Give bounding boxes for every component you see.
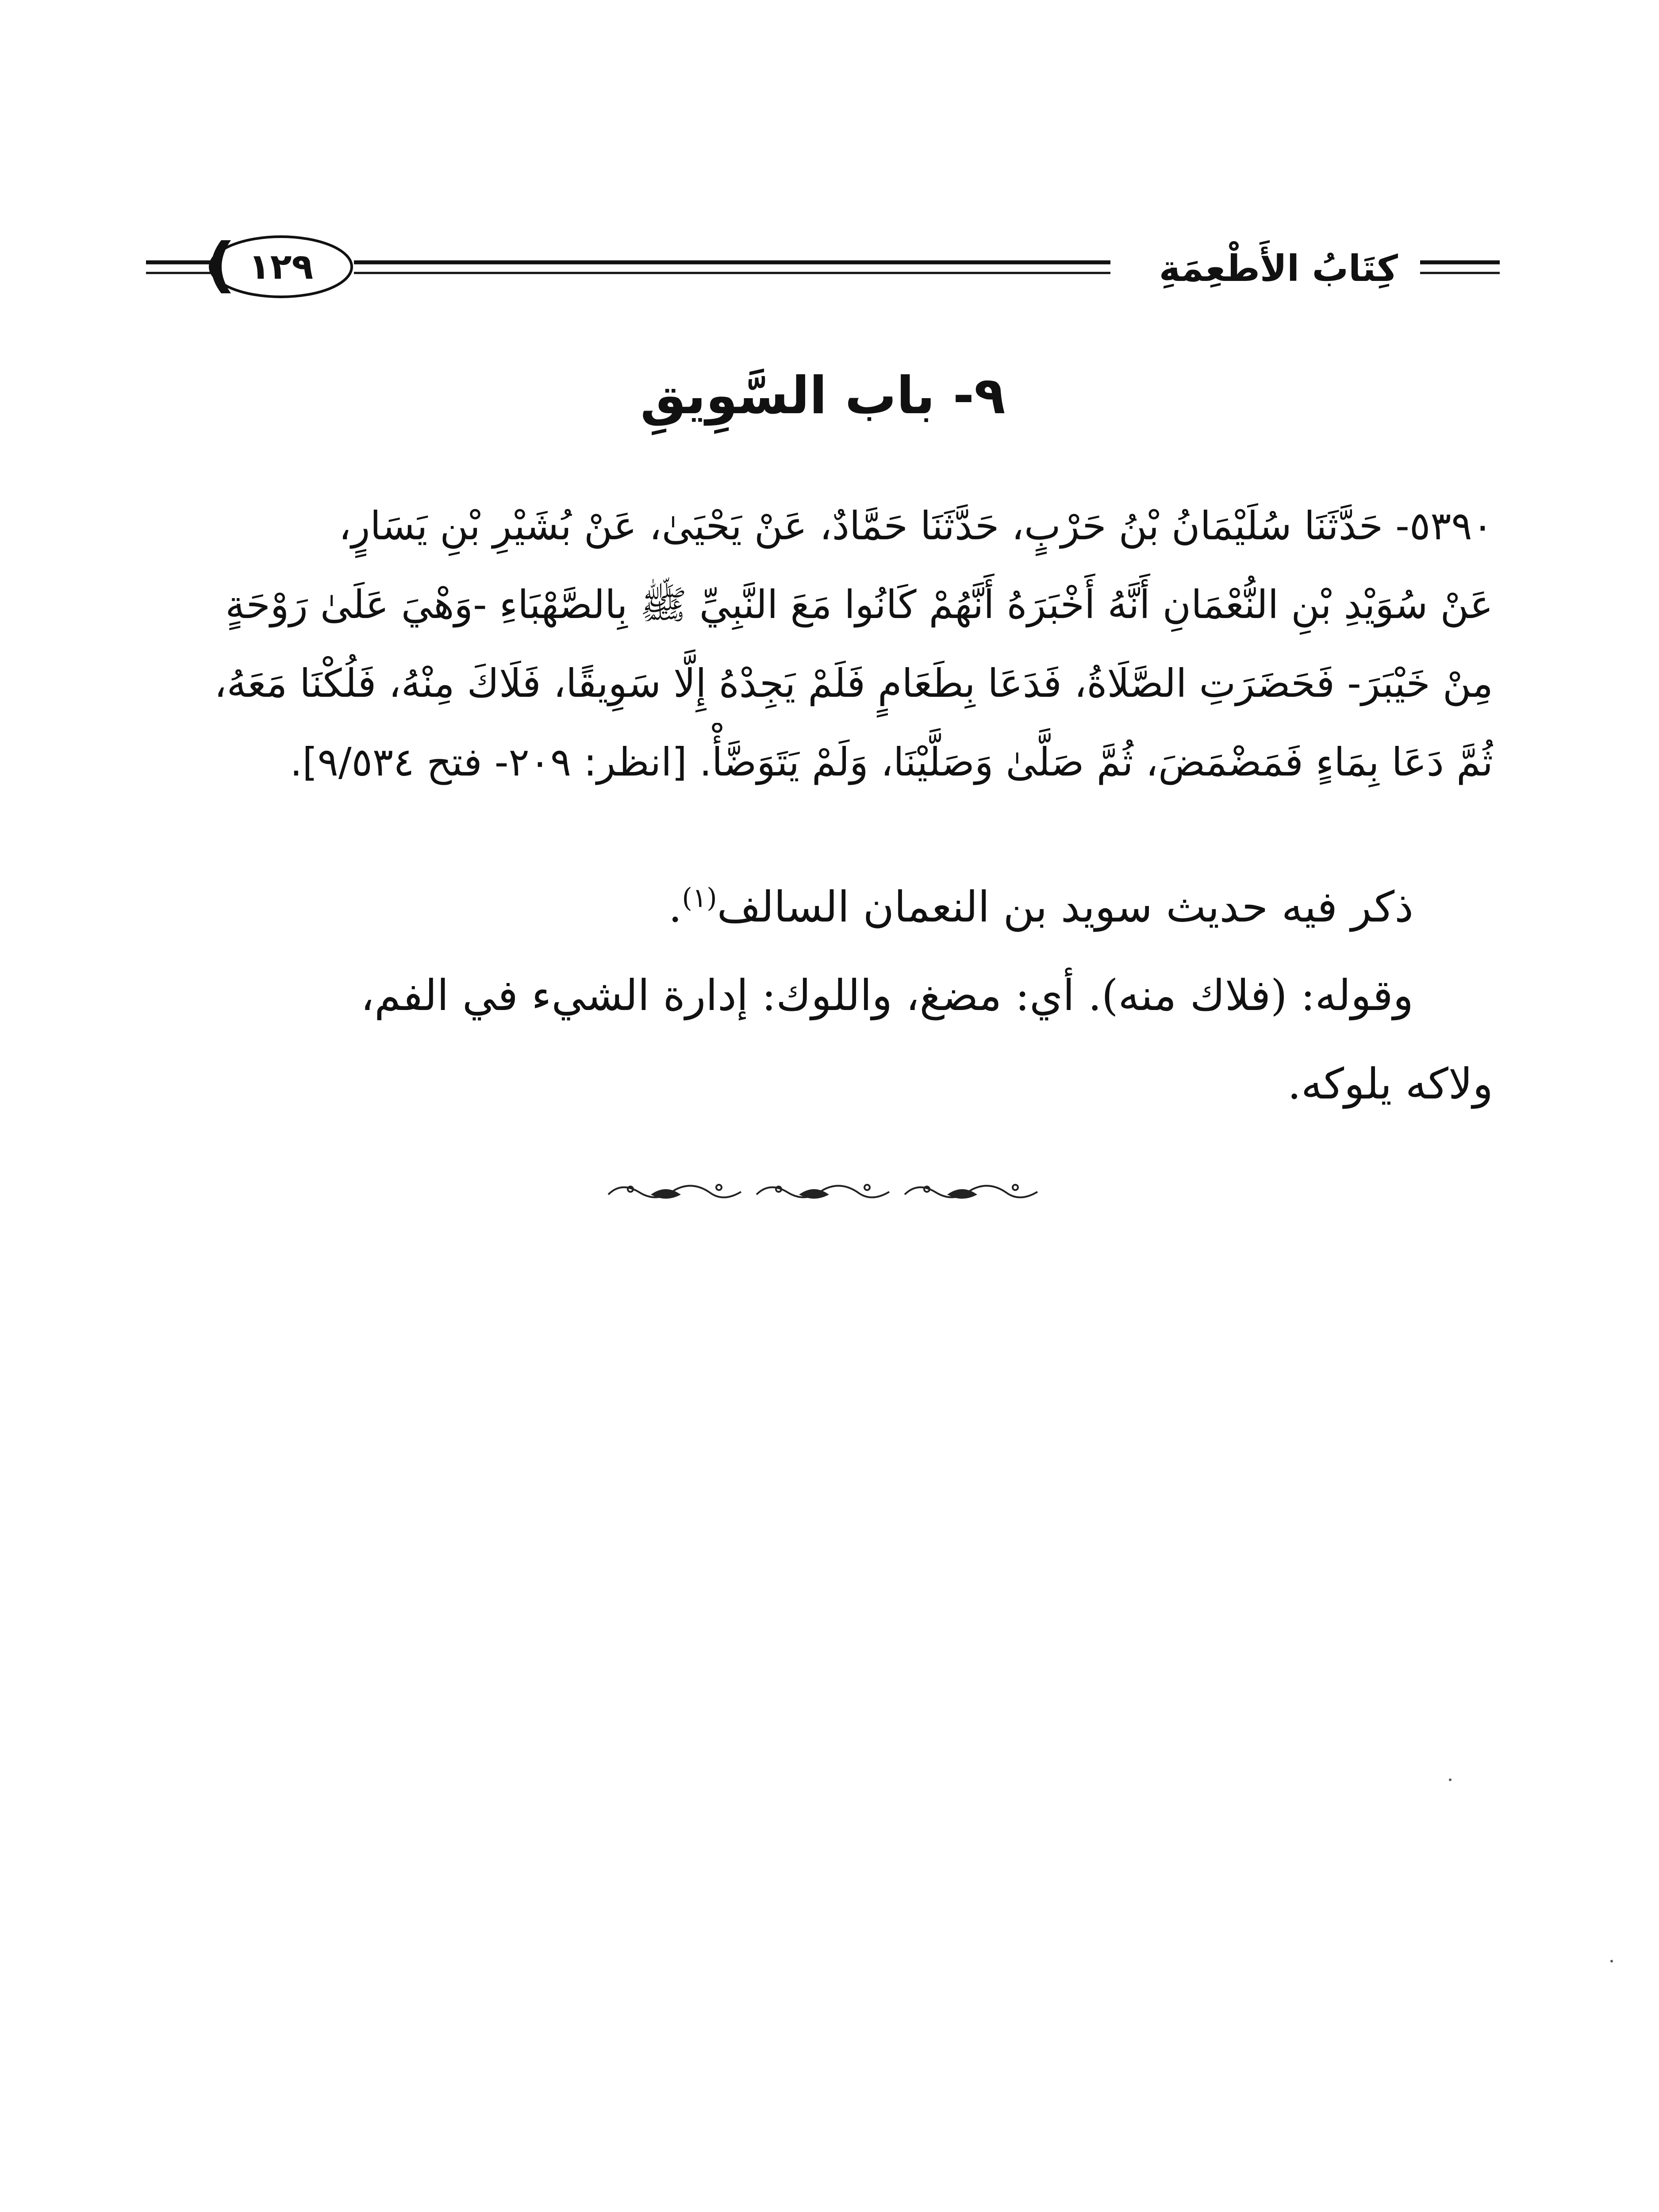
commentary-paragraph-continuation: ولاكه يلوكه. [1287, 1059, 1493, 1109]
commentary-paragraph: وقوله: (فلاك منه). أي: مضغ، واللوك: إدارة الشيء في الفم، [361, 971, 1413, 1020]
hadith-line: ٥٣٩٠- حَدَّثَنَا سُلَيْمَانُ بْنُ حَرْبٍ، حَدَّثَنَا حَمَّادٌ، عَنْ يَحْيَىٰ، عَنْ بُشَيْرِ بْنِ يَسَارٍ، [338, 503, 1493, 549]
page-number: ١٢٩ [248, 246, 314, 287]
running-header [146, 223, 1500, 312]
commentary-paragraph [153, 863, 1493, 951]
scan-speck [1610, 1960, 1613, 1962]
hadith-line: مِنْ خَيْبَرَ- فَحَضَرَتِ الصَّلَاةُ، فَدَعَا بِطَعَامٍ فَلَمْ يَجِدْهُ إِلَّا سَوِيقًا، فَلَاكَ مِنْهُ، فَلُكْنَا مَعَهُ، [214, 661, 1493, 706]
book-title: كِتَابُ الأَطْعِمَةِ [1159, 248, 1398, 290]
hadith-text [153, 487, 1493, 802]
hadith-line: عَنْ سُوَيْدِ بْنِ النُّعْمَانِ أَنَّهُ أَخْبَرَهُ أَنَّهُمْ كَانُوا مَعَ النَّبِيِّ ﷺ بِالصَّهْبَاءِ -وَهْيَ عَلَىٰ رَوْحَةٍ [225, 582, 1493, 627]
chapter-heading: ٩- باب السَّوِيقِ [640, 366, 1006, 426]
page-number-badge [204, 231, 358, 302]
commentary-period: . [668, 882, 682, 932]
floral-divider-icon [604, 1177, 1042, 1208]
hadith-line: ثُمَّ دَعَا بِمَاءٍ فَمَضْمَضَ، ثُمَّ صَلَّىٰ وَصَلَّيْنَا، وَلَمْ يَتَوَضَّأْ. [انظر: ٢٠٩- فتح ٩/٥٣٤]. [290, 739, 1493, 785]
commentary-text: ذكر فيه حديث سويد بن النعمان السالف [717, 882, 1413, 932]
footnote-reference[interactable]: (١) [682, 883, 717, 914]
commentary [153, 863, 1493, 1128]
scan-speck [1449, 1778, 1452, 1781]
